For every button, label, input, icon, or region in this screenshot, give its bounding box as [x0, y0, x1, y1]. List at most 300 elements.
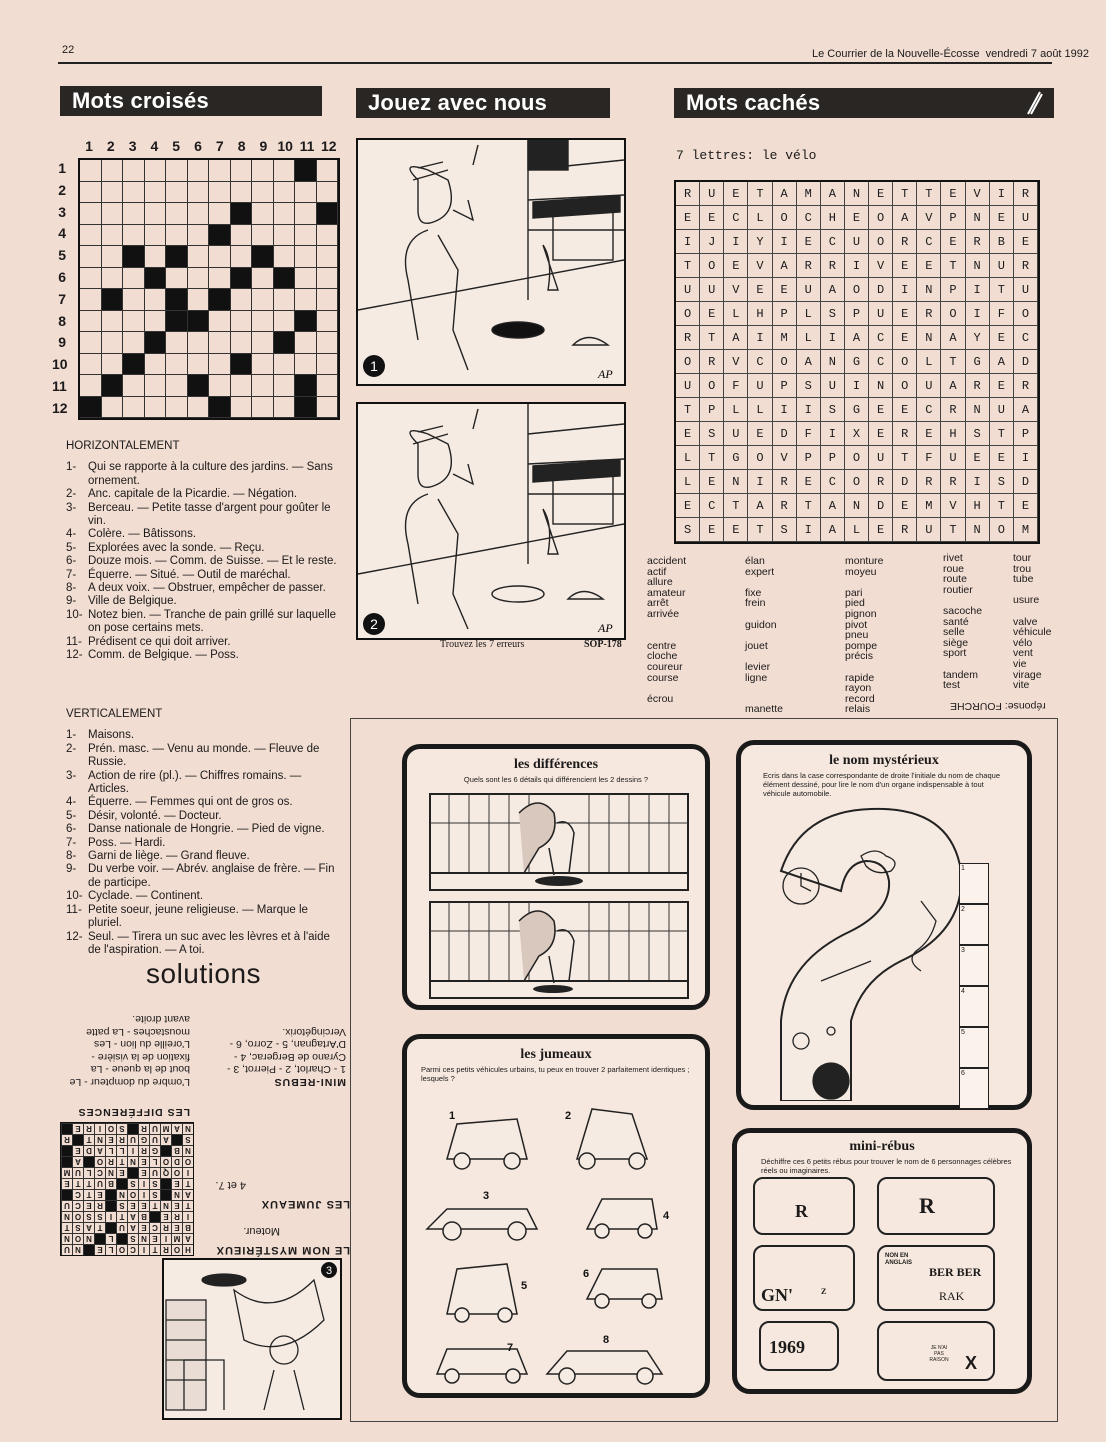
wordsearch-letter[interactable]: H — [966, 494, 990, 518]
wordsearch-letter[interactable]: E — [748, 278, 772, 302]
wordsearch-letter[interactable]: O — [893, 350, 917, 374]
crossword-cell[interactable] — [188, 160, 210, 182]
crossword-cell[interactable] — [123, 160, 145, 182]
wordsearch-letter[interactable]: P — [941, 278, 965, 302]
crossword-cell[interactable] — [209, 203, 231, 225]
crossword-cell[interactable] — [295, 225, 317, 247]
wordsearch-letter[interactable]: U — [869, 446, 893, 470]
crossword-cell[interactable] — [80, 160, 102, 182]
crossword-cell[interactable] — [231, 182, 253, 204]
nom-answer-box[interactable]: 5 — [959, 1027, 989, 1068]
wordsearch-letter[interactable]: P — [797, 446, 821, 470]
nom-answer-box[interactable]: 1 — [959, 863, 989, 904]
crossword-cell[interactable] — [209, 354, 231, 376]
wordsearch-letter[interactable]: R — [941, 470, 965, 494]
crossword-cell[interactable] — [188, 268, 210, 290]
wordsearch-letter[interactable]: C — [1014, 326, 1038, 350]
crossword-cell[interactable] — [295, 354, 317, 376]
wordsearch-letter[interactable]: I — [990, 182, 1014, 206]
wordsearch-letter[interactable]: V — [941, 494, 965, 518]
wordsearch-letter[interactable]: E — [893, 254, 917, 278]
wordsearch-letter[interactable]: U — [869, 302, 893, 326]
wordsearch-letter[interactable]: R — [821, 254, 845, 278]
crossword-cell[interactable] — [166, 268, 188, 290]
wordsearch-letter[interactable]: P — [821, 446, 845, 470]
wordsearch-letter[interactable]: O — [869, 206, 893, 230]
wordsearch-letter[interactable]: L — [676, 470, 700, 494]
wordsearch-letter[interactable]: U — [917, 518, 941, 542]
wordsearch-letter[interactable]: E — [990, 206, 1014, 230]
crossword-cell[interactable] — [252, 203, 274, 225]
wordsearch-letter[interactable]: E — [845, 206, 869, 230]
crossword-cell[interactable] — [252, 225, 274, 247]
wordsearch-letter[interactable]: P — [1014, 422, 1038, 446]
wordsearch-letter[interactable]: U — [990, 398, 1014, 422]
wordsearch-letter[interactable]: R — [773, 470, 797, 494]
crossword-cell[interactable] — [80, 354, 102, 376]
crossword-cell[interactable] — [166, 203, 188, 225]
wordsearch-letter[interactable]: E — [700, 470, 724, 494]
crossword-cell[interactable] — [274, 225, 296, 247]
crossword-cell[interactable] — [123, 311, 145, 333]
crossword-cell[interactable] — [274, 182, 296, 204]
crossword-cell[interactable] — [188, 397, 210, 419]
crossword-cell[interactable] — [274, 246, 296, 268]
crossword-cell[interactable] — [123, 203, 145, 225]
wordsearch-letter[interactable]: N — [966, 206, 990, 230]
wordsearch-letter[interactable]: O — [748, 446, 772, 470]
crossword-cell[interactable] — [317, 397, 339, 419]
wordsearch-letter[interactable]: R — [676, 326, 700, 350]
crossword-cell[interactable] — [123, 182, 145, 204]
crossword-cell[interactable] — [188, 246, 210, 268]
wordsearch-grid[interactable] — [674, 180, 1040, 544]
wordsearch-letter[interactable]: E — [773, 278, 797, 302]
wordsearch-letter[interactable]: O — [845, 446, 869, 470]
wordsearch-letter[interactable]: A — [941, 326, 965, 350]
crossword-cell[interactable] — [80, 375, 102, 397]
wordsearch-letter[interactable]: E — [724, 182, 748, 206]
wordsearch-letter[interactable]: M — [797, 182, 821, 206]
wordsearch-letter[interactable]: F — [797, 422, 821, 446]
wordsearch-letter[interactable]: C — [869, 350, 893, 374]
wordsearch-letter[interactable]: E — [1014, 230, 1038, 254]
wordsearch-letter[interactable]: N — [869, 374, 893, 398]
crossword-cell[interactable] — [123, 225, 145, 247]
wordsearch-letter[interactable]: F — [724, 374, 748, 398]
wordsearch-letter[interactable]: N — [845, 182, 869, 206]
crossword-cell[interactable] — [166, 225, 188, 247]
wordsearch-letter[interactable]: A — [748, 494, 772, 518]
crossword-cell[interactable] — [123, 375, 145, 397]
wordsearch-letter[interactable]: U — [917, 374, 941, 398]
wordsearch-letter[interactable]: T — [700, 446, 724, 470]
wordsearch-letter[interactable]: A — [773, 182, 797, 206]
wordsearch-letter[interactable]: R — [893, 422, 917, 446]
wordsearch-letter[interactable]: Y — [748, 230, 772, 254]
crossword-cell[interactable] — [102, 225, 124, 247]
wordsearch-letter[interactable]: C — [869, 326, 893, 350]
wordsearch-letter[interactable]: H — [748, 302, 772, 326]
wordsearch-letter[interactable]: D — [869, 494, 893, 518]
wordsearch-letter[interactable]: U — [1014, 278, 1038, 302]
crossword-cell[interactable] — [209, 160, 231, 182]
crossword-cell[interactable] — [123, 268, 145, 290]
wordsearch-letter[interactable]: P — [845, 302, 869, 326]
crossword-cell[interactable] — [317, 246, 339, 268]
wordsearch-letter[interactable]: I — [748, 470, 772, 494]
wordsearch-letter[interactable]: S — [966, 422, 990, 446]
crossword-cell[interactable] — [209, 182, 231, 204]
wordsearch-letter[interactable]: N — [917, 326, 941, 350]
wordsearch-letter[interactable]: O — [676, 302, 700, 326]
wordsearch-letter[interactable]: E — [893, 302, 917, 326]
crossword-cell[interactable] — [231, 160, 253, 182]
wordsearch-letter[interactable]: E — [797, 230, 821, 254]
wordsearch-letter[interactable]: E — [700, 302, 724, 326]
crossword-cell[interactable] — [80, 182, 102, 204]
crossword-cell[interactable] — [252, 182, 274, 204]
nom-answer-box[interactable]: 6 — [959, 1068, 989, 1109]
wordsearch-letter[interactable]: U — [941, 446, 965, 470]
crossword-cell[interactable] — [166, 160, 188, 182]
wordsearch-letter[interactable]: T — [676, 398, 700, 422]
wordsearch-letter[interactable]: T — [990, 422, 1014, 446]
crossword-cell[interactable] — [80, 268, 102, 290]
wordsearch-letter[interactable]: A — [941, 374, 965, 398]
wordsearch-letter[interactable]: O — [869, 230, 893, 254]
wordsearch-letter[interactable]: L — [724, 302, 748, 326]
wordsearch-letter[interactable]: E — [869, 182, 893, 206]
wordsearch-letter[interactable]: I — [773, 398, 797, 422]
wordsearch-letter[interactable]: T — [724, 494, 748, 518]
crossword-cell[interactable] — [209, 311, 231, 333]
wordsearch-letter[interactable]: O — [845, 278, 869, 302]
wordsearch-letter[interactable]: P — [773, 302, 797, 326]
crossword-cell[interactable] — [145, 225, 167, 247]
crossword-cell[interactable] — [317, 268, 339, 290]
crossword-cell[interactable] — [231, 311, 253, 333]
wordsearch-letter[interactable]: U — [700, 182, 724, 206]
wordsearch-letter[interactable]: E — [966, 446, 990, 470]
wordsearch-letter[interactable]: O — [893, 374, 917, 398]
crossword-cell[interactable] — [295, 182, 317, 204]
wordsearch-letter[interactable]: V — [773, 446, 797, 470]
crossword-cell[interactable] — [209, 246, 231, 268]
wordsearch-letter[interactable]: M — [1014, 518, 1038, 542]
wordsearch-letter[interactable]: T — [917, 182, 941, 206]
wordsearch-letter[interactable]: N — [917, 278, 941, 302]
wordsearch-letter[interactable]: R — [917, 302, 941, 326]
crossword-cell[interactable] — [317, 289, 339, 311]
nom-answer-box[interactable]: 4 — [959, 986, 989, 1027]
crossword-cell[interactable] — [102, 160, 124, 182]
wordsearch-letter[interactable]: C — [917, 230, 941, 254]
crossword-cell[interactable] — [145, 311, 167, 333]
wordsearch-letter[interactable]: V — [724, 350, 748, 374]
wordsearch-letter[interactable]: E — [869, 518, 893, 542]
wordsearch-letter[interactable]: F — [990, 302, 1014, 326]
wordsearch-letter[interactable]: C — [821, 230, 845, 254]
crossword-cell[interactable] — [252, 397, 274, 419]
crossword-cell[interactable] — [252, 332, 274, 354]
crossword-cell[interactable] — [102, 332, 124, 354]
crossword-cell[interactable] — [145, 182, 167, 204]
wordsearch-letter[interactable]: U — [1014, 206, 1038, 230]
crossword-cell[interactable] — [102, 397, 124, 419]
crossword-cell[interactable] — [295, 203, 317, 225]
wordsearch-letter[interactable]: D — [773, 422, 797, 446]
wordsearch-letter[interactable]: A — [773, 254, 797, 278]
wordsearch-letter[interactable]: C — [821, 470, 845, 494]
wordsearch-letter[interactable]: R — [893, 518, 917, 542]
crossword-cell[interactable] — [274, 160, 296, 182]
wordsearch-letter[interactable]: R — [869, 470, 893, 494]
wordsearch-letter[interactable]: T — [893, 446, 917, 470]
wordsearch-letter[interactable]: D — [869, 278, 893, 302]
crossword-cell[interactable] — [166, 397, 188, 419]
crossword-cell[interactable] — [145, 354, 167, 376]
wordsearch-letter[interactable]: U — [676, 374, 700, 398]
wordsearch-letter[interactable]: U — [821, 374, 845, 398]
wordsearch-letter[interactable]: R — [1014, 254, 1038, 278]
crossword-cell[interactable] — [80, 225, 102, 247]
crossword-cell[interactable] — [188, 225, 210, 247]
wordsearch-letter[interactable]: I — [773, 230, 797, 254]
wordsearch-letter[interactable]: V — [869, 254, 893, 278]
wordsearch-letter[interactable]: A — [797, 350, 821, 374]
crossword-cell[interactable] — [252, 160, 274, 182]
crossword-cell[interactable] — [231, 289, 253, 311]
crossword-cell[interactable] — [317, 182, 339, 204]
wordsearch-letter[interactable]: G — [845, 398, 869, 422]
wordsearch-letter[interactable]: I — [724, 230, 748, 254]
crossword-cell[interactable] — [231, 246, 253, 268]
crossword-cell[interactable] — [188, 203, 210, 225]
wordsearch-letter[interactable]: T — [990, 494, 1014, 518]
wordsearch-letter[interactable]: O — [700, 254, 724, 278]
crossword-cell[interactable] — [231, 375, 253, 397]
wordsearch-letter[interactable]: N — [966, 518, 990, 542]
wordsearch-letter[interactable]: G — [966, 350, 990, 374]
wordsearch-letter[interactable]: C — [700, 494, 724, 518]
wordsearch-letter[interactable]: O — [1014, 302, 1038, 326]
crossword-cell[interactable] — [209, 375, 231, 397]
wordsearch-letter[interactable]: V — [966, 182, 990, 206]
crossword-cell[interactable] — [274, 289, 296, 311]
wordsearch-letter[interactable]: R — [966, 374, 990, 398]
wordsearch-letter[interactable]: E — [676, 422, 700, 446]
wordsearch-letter[interactable]: S — [773, 518, 797, 542]
crossword-cell[interactable] — [231, 397, 253, 419]
wordsearch-letter[interactable]: T — [990, 278, 1014, 302]
wordsearch-letter[interactable]: T — [676, 254, 700, 278]
crossword-cell[interactable] — [252, 289, 274, 311]
crossword-cell[interactable] — [145, 397, 167, 419]
wordsearch-letter[interactable]: U — [700, 278, 724, 302]
wordsearch-letter[interactable]: R — [676, 182, 700, 206]
wordsearch-letter[interactable]: S — [821, 302, 845, 326]
crossword-cell[interactable] — [188, 289, 210, 311]
wordsearch-letter[interactable]: I — [966, 302, 990, 326]
wordsearch-letter[interactable]: I — [821, 326, 845, 350]
wordsearch-letter[interactable]: U — [724, 422, 748, 446]
wordsearch-letter[interactable]: E — [917, 254, 941, 278]
wordsearch-letter[interactable]: V — [917, 206, 941, 230]
wordsearch-letter[interactable]: A — [724, 326, 748, 350]
wordsearch-letter[interactable]: A — [821, 278, 845, 302]
crossword-cell[interactable] — [123, 332, 145, 354]
wordsearch-letter[interactable]: F — [917, 446, 941, 470]
wordsearch-letter[interactable]: E — [700, 206, 724, 230]
crossword-cell[interactable] — [317, 225, 339, 247]
wordsearch-letter[interactable]: U — [990, 254, 1014, 278]
wordsearch-letter[interactable]: V — [748, 254, 772, 278]
crossword-cell[interactable] — [123, 289, 145, 311]
wordsearch-letter[interactable]: M — [917, 494, 941, 518]
wordsearch-letter[interactable]: P — [941, 206, 965, 230]
crossword-cell[interactable] — [80, 203, 102, 225]
wordsearch-letter[interactable]: E — [797, 470, 821, 494]
wordsearch-letter[interactable]: C — [724, 206, 748, 230]
wordsearch-letter[interactable]: E — [917, 422, 941, 446]
crossword-cell[interactable] — [295, 246, 317, 268]
wordsearch-letter[interactable]: E — [748, 422, 772, 446]
wordsearch-letter[interactable]: T — [941, 518, 965, 542]
wordsearch-letter[interactable]: H — [941, 422, 965, 446]
crossword-cell[interactable] — [231, 332, 253, 354]
wordsearch-letter[interactable]: R — [797, 254, 821, 278]
wordsearch-letter[interactable]: N — [845, 494, 869, 518]
wordsearch-letter[interactable]: E — [990, 446, 1014, 470]
wordsearch-letter[interactable]: O — [990, 518, 1014, 542]
wordsearch-letter[interactable]: E — [676, 494, 700, 518]
wordsearch-letter[interactable]: N — [821, 350, 845, 374]
wordsearch-letter[interactable]: E — [1014, 494, 1038, 518]
crossword-cell[interactable] — [102, 311, 124, 333]
crossword-cell[interactable] — [145, 160, 167, 182]
wordsearch-letter[interactable]: Y — [966, 326, 990, 350]
crossword-cell[interactable] — [80, 246, 102, 268]
crossword-grid[interactable] — [78, 158, 340, 420]
wordsearch-letter[interactable]: A — [845, 326, 869, 350]
wordsearch-letter[interactable]: S — [797, 374, 821, 398]
wordsearch-letter[interactable]: T — [700, 326, 724, 350]
wordsearch-letter[interactable]: R — [966, 230, 990, 254]
wordsearch-letter[interactable]: E — [941, 182, 965, 206]
wordsearch-letter[interactable]: T — [748, 518, 772, 542]
wordsearch-letter[interactable]: E — [893, 398, 917, 422]
crossword-cell[interactable] — [295, 268, 317, 290]
wordsearch-letter[interactable]: T — [893, 182, 917, 206]
wordsearch-letter[interactable]: E — [893, 494, 917, 518]
wordsearch-letter[interactable]: X — [845, 422, 869, 446]
wordsearch-letter[interactable]: R — [1014, 182, 1038, 206]
wordsearch-letter[interactable]: E — [869, 398, 893, 422]
wordsearch-letter[interactable]: D — [1014, 470, 1038, 494]
wordsearch-letter[interactable]: A — [990, 350, 1014, 374]
wordsearch-letter[interactable]: L — [748, 206, 772, 230]
wordsearch-letter[interactable]: H — [821, 206, 845, 230]
crossword-cell[interactable] — [188, 354, 210, 376]
wordsearch-letter[interactable]: R — [941, 398, 965, 422]
wordsearch-letter[interactable]: P — [700, 398, 724, 422]
wordsearch-letter[interactable]: L — [845, 518, 869, 542]
crossword-cell[interactable] — [145, 203, 167, 225]
wordsearch-letter[interactable]: E — [990, 374, 1014, 398]
wordsearch-letter[interactable]: E — [990, 326, 1014, 350]
wordsearch-letter[interactable]: G — [724, 446, 748, 470]
wordsearch-letter[interactable]: N — [966, 398, 990, 422]
wordsearch-letter[interactable]: D — [893, 470, 917, 494]
crossword-cell[interactable] — [188, 182, 210, 204]
crossword-cell[interactable] — [252, 354, 274, 376]
nom-answer-box[interactable]: 2 — [959, 904, 989, 945]
wordsearch-letter[interactable]: R — [773, 494, 797, 518]
crossword-cell[interactable] — [295, 289, 317, 311]
wordsearch-letter[interactable]: N — [724, 470, 748, 494]
wordsearch-letter[interactable]: B — [990, 230, 1014, 254]
wordsearch-letter[interactable]: U — [797, 278, 821, 302]
wordsearch-letter[interactable]: E — [724, 254, 748, 278]
wordsearch-letter[interactable]: S — [700, 422, 724, 446]
wordsearch-letter[interactable]: T — [748, 182, 772, 206]
wordsearch-letter[interactable]: A — [821, 518, 845, 542]
crossword-cell[interactable] — [252, 268, 274, 290]
crossword-cell[interactable] — [317, 375, 339, 397]
wordsearch-letter[interactable]: R — [1014, 374, 1038, 398]
wordsearch-letter[interactable]: I — [748, 326, 772, 350]
wordsearch-letter[interactable]: I — [797, 518, 821, 542]
wordsearch-letter[interactable]: R — [917, 470, 941, 494]
nom-answer-box[interactable]: 3 — [959, 945, 989, 986]
crossword-cell[interactable] — [80, 332, 102, 354]
wordsearch-letter[interactable]: M — [773, 326, 797, 350]
wordsearch-letter[interactable]: A — [821, 494, 845, 518]
crossword-cell[interactable] — [145, 375, 167, 397]
crossword-cell[interactable] — [166, 332, 188, 354]
wordsearch-letter[interactable]: J — [700, 230, 724, 254]
wordsearch-letter[interactable]: I — [893, 278, 917, 302]
crossword-cell[interactable] — [209, 332, 231, 354]
wordsearch-letter[interactable]: I — [1014, 446, 1038, 470]
crossword-cell[interactable] — [145, 289, 167, 311]
crossword-cell[interactable] — [209, 268, 231, 290]
wordsearch-letter[interactable]: P — [773, 374, 797, 398]
crossword-cell[interactable] — [102, 268, 124, 290]
wordsearch-letter[interactable]: U — [845, 230, 869, 254]
wordsearch-letter[interactable]: G — [845, 350, 869, 374]
wordsearch-letter[interactable]: S — [676, 518, 700, 542]
crossword-cell[interactable] — [252, 311, 274, 333]
crossword-cell[interactable] — [80, 289, 102, 311]
crossword-cell[interactable] — [317, 311, 339, 333]
wordsearch-letter[interactable]: L — [676, 446, 700, 470]
crossword-cell[interactable] — [274, 375, 296, 397]
crossword-cell[interactable] — [102, 203, 124, 225]
wordsearch-letter[interactable]: O — [941, 302, 965, 326]
crossword-cell[interactable] — [252, 375, 274, 397]
wordsearch-letter[interactable]: V — [724, 278, 748, 302]
crossword-cell[interactable] — [274, 397, 296, 419]
wordsearch-letter[interactable]: N — [966, 254, 990, 278]
wordsearch-letter[interactable]: I — [676, 230, 700, 254]
nom-answer-boxes[interactable] — [959, 863, 989, 1109]
wordsearch-letter[interactable]: I — [845, 374, 869, 398]
wordsearch-letter[interactable]: E — [700, 518, 724, 542]
wordsearch-letter[interactable]: O — [773, 206, 797, 230]
wordsearch-letter[interactable]: C — [797, 206, 821, 230]
